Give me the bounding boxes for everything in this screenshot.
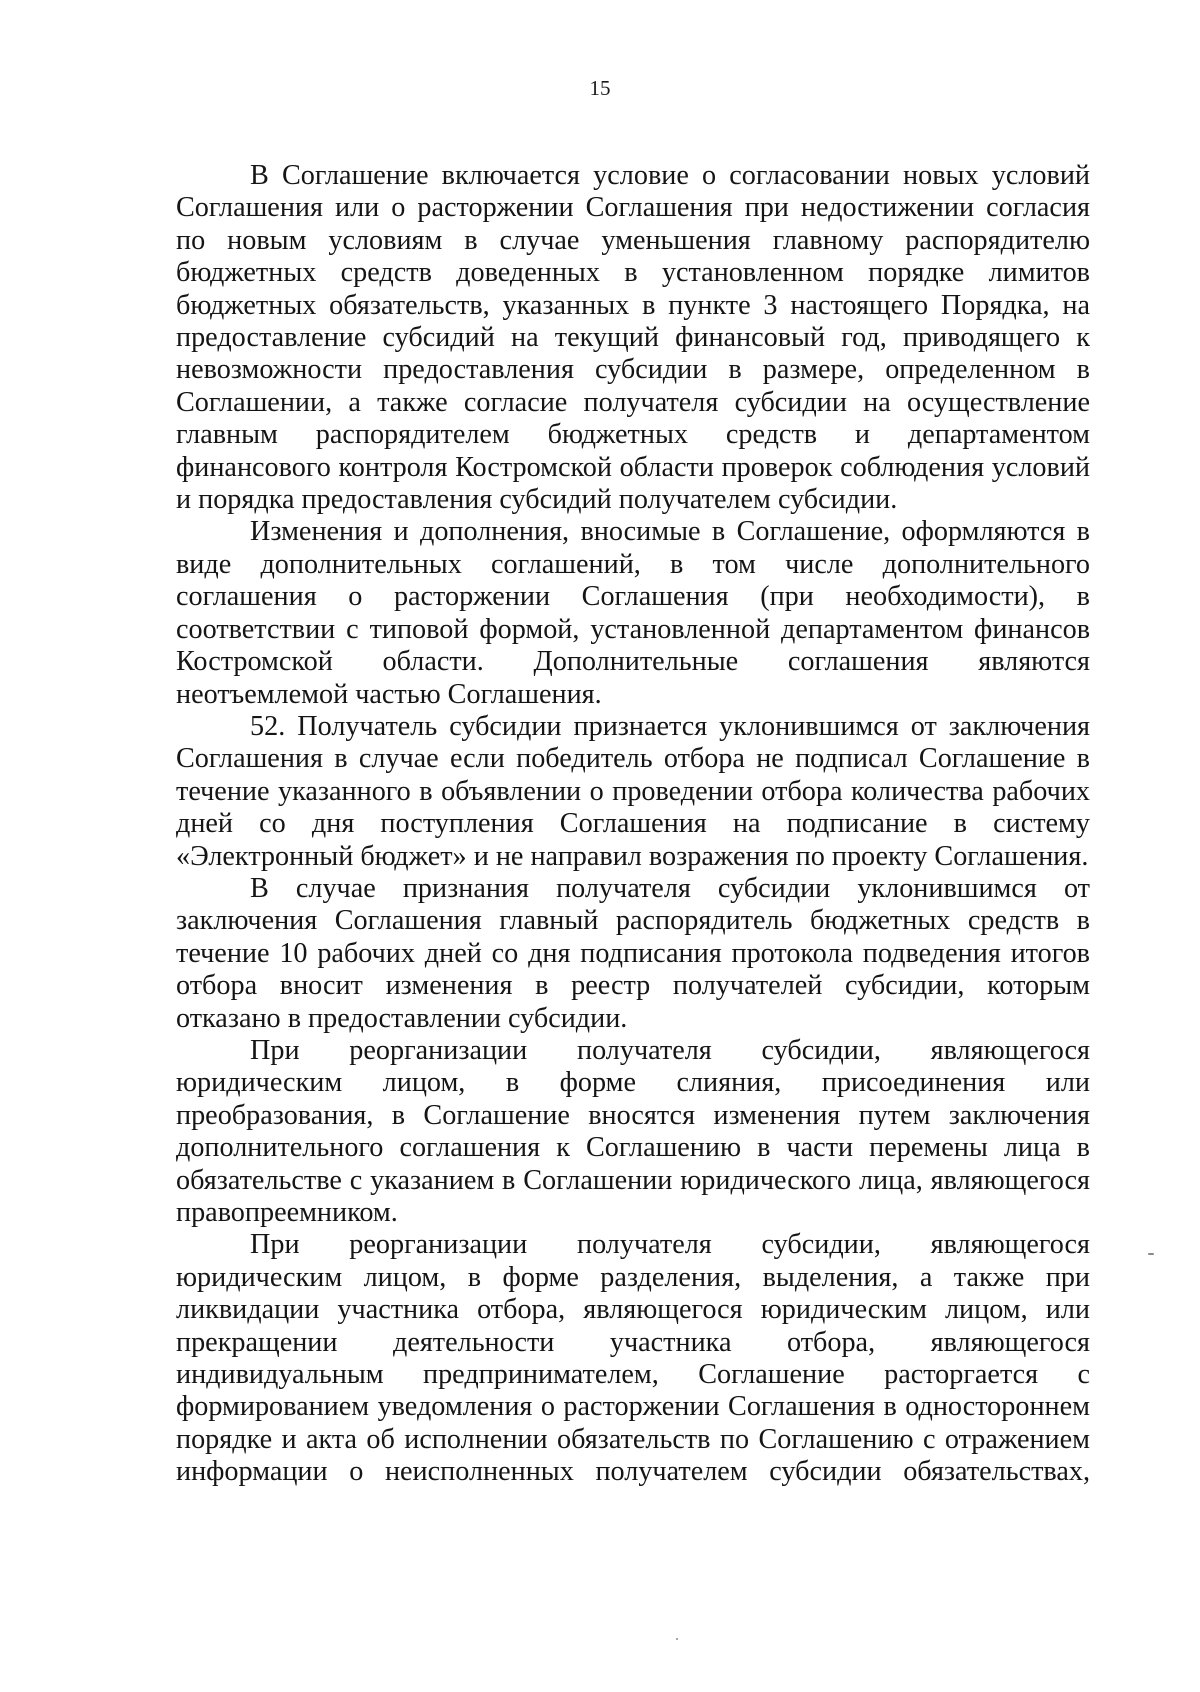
paragraph-agreement-conditions: В Соглашение включается условие о согласовании новых условий Соглашения или о расторжении Соглашения при недостижении согласия по новым условиям в случае уменьшения главному распорядителю бюджетных средств доведенных в установленном порядке лимитов бюджетных обязательств, указанных в пункте 3 настоящего Порядка, на предоставление субсидий на текущий финансовый год, приводящего к невозможности предоставления субсидии в размере, определенном в Соглашении, а также согласие получателя субсидии на осуществление главным распорядителем бюджетных средств и департаментом финансового контроля Костромской области проверок соблюдения условий и порядка предоставления субсидий получателем субсидии. (176, 160, 1090, 516)
scan-speck (676, 1638, 678, 1640)
scan-speck (1148, 1253, 1154, 1255)
page-number: 15 (589, 76, 611, 100)
paragraph-agreement-amendments: Изменения и дополнения, вносимые в Соглашение, оформляются в виде дополнительных соглашений, в том числе дополнительного соглашения о расторжении Соглашения (при необходимости), в соответствии с типовой формой, установленной департаментом финансов Костромской области. Дополнительные соглашения являются неотъемлемой частью Соглашения. (176, 516, 1090, 710)
document-body (176, 160, 1090, 1489)
paragraph-52-evasion: 52. Получатель субсидии признается уклонившимся от заключения Соглашения в случае если победитель отбора не подписал Соглашение в течение указанного в объявлении о проведении отбора количества рабочих дней со дня поступления Соглашения на подписание в систему «Электронный бюджет» и не направил возражения по проекту Соглашения. (176, 710, 1090, 872)
paragraph-evasion-consequences: В случае признания получателя субсидии уклонившимся от заключения Соглашения главный распорядитель бюджетных средств в течение 10 рабочих дней со дня подписания протокола подведения итогов отбора вносит изменения в реестр получателей субсидии, которым отказано в предоставлении субсидии. (176, 872, 1090, 1034)
paragraph-reorganization-division: При реорганизации получателя субсидии, являющегося юридическим лицом, в форме разделения, выделения, а также при ликвидации участника отбора, являющегося юридическим лицом, или прекращении деятельности участника отбора, являющегося индивидуальным предпринимателем, Соглашение расторгается с формированием уведомления о расторжении Соглашения в одностороннем порядке и акта об исполнении обязательств по Соглашению с отражением информации о неисполненных получателем субсидии обязательствах, (176, 1229, 1090, 1488)
paragraph-reorganization-merger: При реорганизации получателя субсидии, являющегося юридическим лицом, в форме слияния, присоединения или преобразования, в Соглашение вносятся изменения путем заключения дополнительного соглашения к Соглашению в части перемены лица в обязательстве с указанием в Соглашении юридического лица, являющегося правопреемником. (176, 1034, 1090, 1228)
